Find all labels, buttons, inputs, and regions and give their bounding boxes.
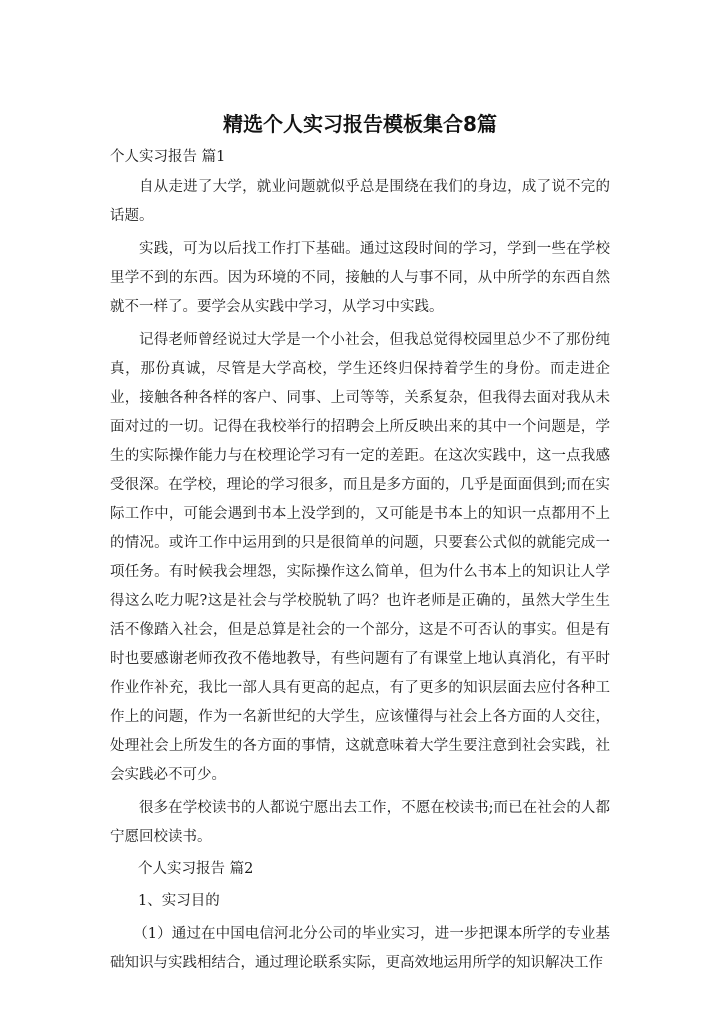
section-heading-2: 个人实习报告 篇2 [138,861,254,877]
paragraph: 自从走进了大学，就业问题就似乎总是围绕在我们的身边，成了说不完的话题。 [110,179,610,224]
document-title: 精选个人实习报告模板集合8篇 [223,112,497,136]
paragraph: 很多在学校读书的人都说宁愿出去工作，不愿在校读书;而已在社会的人都宁愿回校读书。 [110,800,610,845]
paragraph: 实践，可为以后找工作打下基础。通过这段时间的学习，学到一些在学校里学不到的东西。因为环境的不同，接触的人与事不同，从中所学的东西自然就不一样了。要学会从实践中学习，从学习中实践。 [110,241,610,315]
list-item-heading: 1、实习目的 [138,893,220,909]
paragraph: （1）通过在中国电信河北分公司的毕业实习，进一步把课本所学的专业基础知识与实践相结合，通过理论联系实际，更高效地运用所学的知识解决工作 [110,926,610,971]
section-heading-1: 个人实习报告 篇1 [110,149,226,165]
paragraph: 记得老师曾经说过大学是一个小社会，但我总觉得校园里总少不了那份纯真，那份真诚，尽管是大学高校，学生还终归保持着学生的身份。而走进企业，接触各种各样的客户、同事、上司等等，关系复杂，但我得去面对我从未面对过的一切。记得在我校举行的招聘会上所反映出来的其中一个问题是，学生的实际操作能力与在校理论学习有一定的差距。在这次实践中，这一点我感受很深。在学校，理论的学习很多，而且是多方面的，几乎是面面俱到;而在实际工作中，可能会遇到书本上没学到的，又可能是书本上的知识一点都用不上的情况。或许工作中运用到的只是很简单的问题，只要套公式似的就能完成一项任务。有时候我会埋怨，实际操作这么简单，但为什么书本上的知识让人学得这么吃力呢?这是社会与学校脱轨了吗？也许老师是正确的，虽然大学生生活不像踏入社会，但是总算是社会的一个部分，这是不可否认的事实。但是有时也要感谢老师孜孜不倦地教导，有些问题有了有课堂上地认真消化，有平时作业作补充，我比一部人具有更高的起点，有了更多的知识层面去应付各种工作上的问题，作为一名新世纪的大学生，应该懂得与社会上各方面的人交往，处理社会上所发生的各方面的事情，这就意味着大学生要注意到社会实践，社会实践必不可少。 [110,332,610,783]
document-body [110,146,610,978]
